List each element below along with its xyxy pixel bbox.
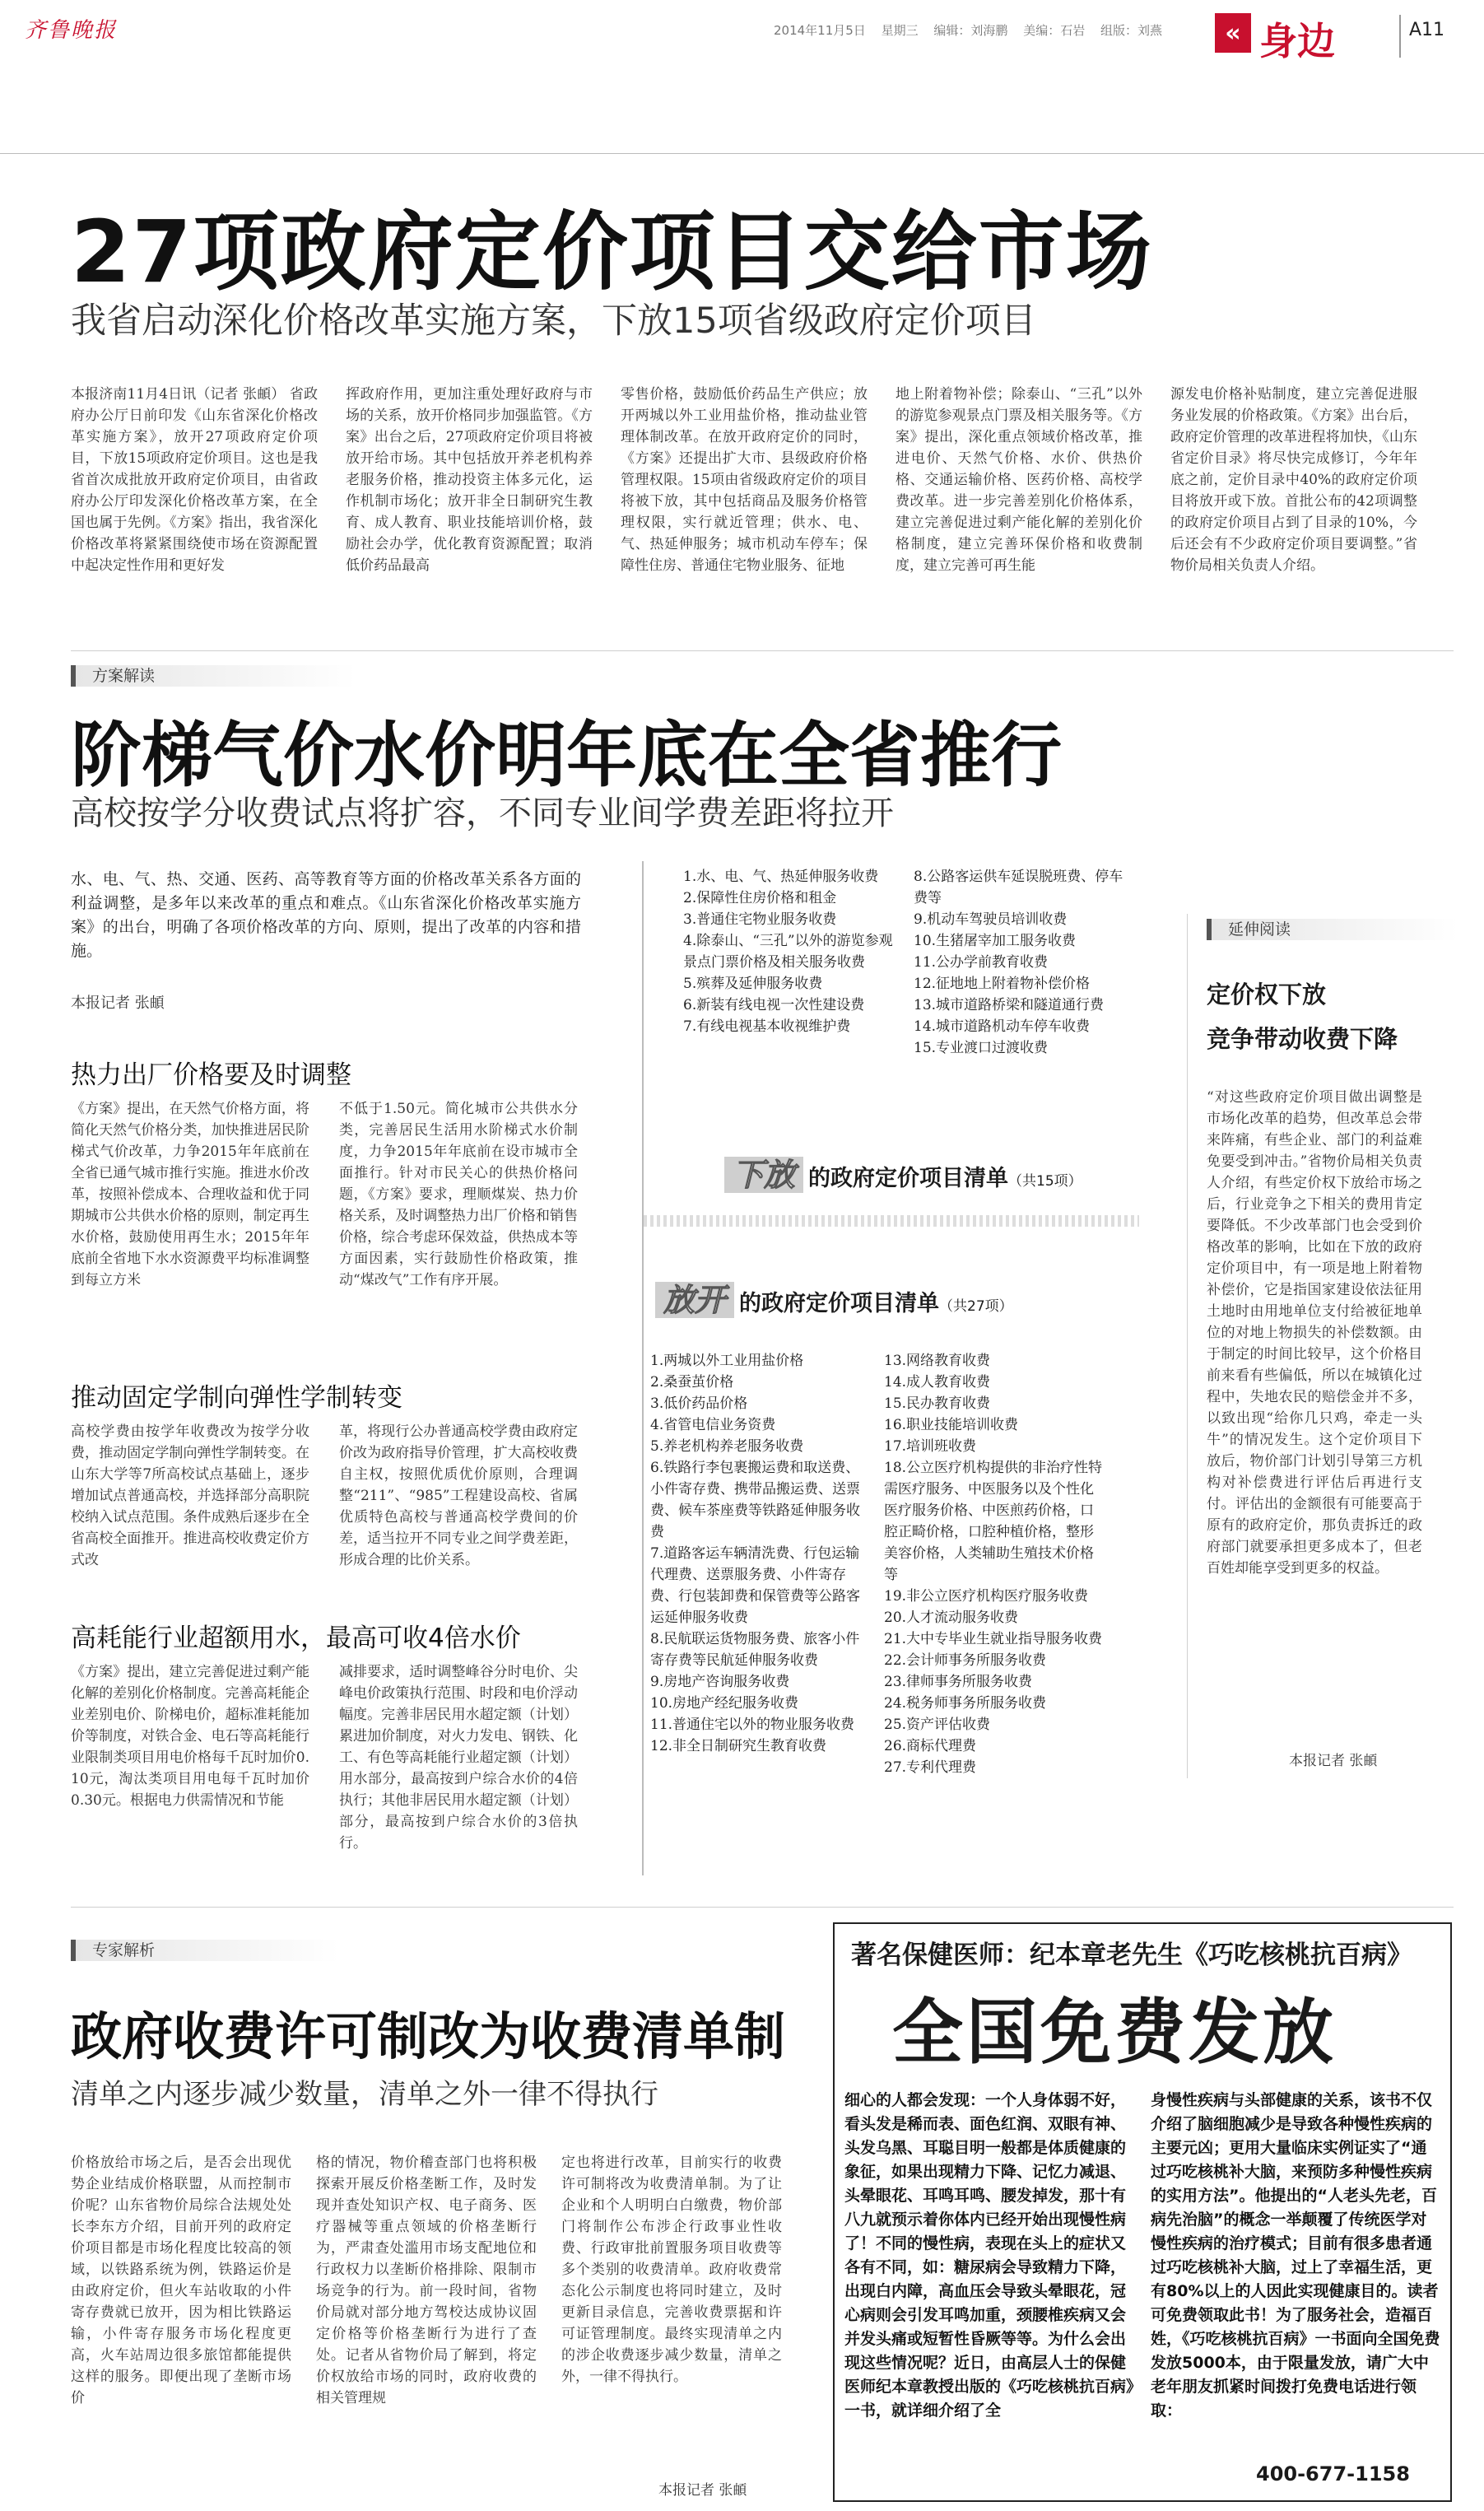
- fangkai-title-text: 的政府定价项目清单: [739, 1291, 940, 1316]
- story1-headline: 27项政府定价项目交给市场: [71, 202, 1153, 302]
- story1-col3: 零售价格，鼓励低价药品生产供应；放开两城以外工业用盐价格，推动盐业管理体制改革。在放开政府定价的同时，《方案》还提出扩大市、县级政府价格管理权限。15项由省级政府定价的项目将被下放，其中包括商品及服务价格管理权限，实行就近管理；供水、电、气、热延伸服务；城市机动车停车；保障性住房、普通住宅物业服务、征地: [621, 386, 868, 574]
- xiafang-list-title: [724, 1149, 1082, 1195]
- sidebar-byline: 本报记者 张頔: [1289, 1753, 1378, 1769]
- list-item: 8.公路客运供车延误脱班费、停车费等: [914, 869, 1123, 906]
- story2-s3-col1: 《方案》提出，建立完善促进过剩产能化解的差别化价格制度。完善高耗能企业差别电价、阶梯电价，超标准耗能加价等制度，对铁合金、电石等高耗能行业限制类项目用电价格每千瓦时加价0.10元，淘汰类项目用电每千瓦时加价0.30元。根据电力供需情况和节能: [71, 1664, 309, 1809]
- xiafang-list-left: [683, 866, 897, 1143]
- issue-weekday: 星期三: [881, 23, 919, 38]
- list-item: 13.城市道路桥梁和隧道通行费: [914, 997, 1105, 1013]
- story3-col3: 定也将进行改革，目前实行的收费许可制将改为收费清单制。为了让企业和个人明明白白缴费，物价部门将制作公布涉企行政事业性收费、行政审批前置服务项目收费等多个类别的收费清单。政府收费常态化公示制度也将同时建立，及时更新目录信息，完善收费票据和许可证管理制度。最终实现清单之内的涉企收费逐步减少数量，清单之外，一律不得执行。: [561, 2155, 782, 2385]
- sidebar-text: “对这些政府定价项目做出调整是市场化改革的趋势，但改革总会带来阵痛，有些企业、部门的利益难免要受到冲击。”省物价局相关负责人介绍，有些定价权下放给市场之后，行业竞争之下相关的费用肯定要降低。不少改革部门也会受到价格改革的影响，比如在下放的政府定价项目中，有一项是地上附着物补偿价，它是指国家建设依法征用土地时由用地单位支付给被征地单位的对地上物损失的补偿数额。由于制定的时间比较早，这个价格目前来看有些偏低，所以在城镇化过程中，失地农民的赔偿金并不多，以致出现“给你几只鸡，牵走一头牛”的情况发生。这个定价项目下放后，物价部门计划引导第三方机构对补偿费进行评估后再进行支付。评估出的金额很有可能要高于原有的政府定价，那负责拆迁的政府部门就要承担更多成本了，但老百姓却能享受到更多的权益。: [1207, 1089, 1422, 1577]
- section-name: 身边: [1259, 19, 1335, 63]
- story3-subhead: 清单之内逐步减少数量，清单之外一律不得执行: [71, 2078, 658, 2111]
- fangkai-count: （共27项）: [939, 1298, 1013, 1315]
- list-item: 9.机动车驾驶员培训收费: [914, 911, 1068, 928]
- list-item: 14.成人教育收费: [884, 1374, 991, 1391]
- ad-col2: 身慢性疾病与头部健康的关系，该书不仅介绍了脑细胞减少是导致各种慢性疾病的主要元凶；更用大量临床实例证实了“通过巧吃核桃补大脑，来预防多种慢性疾病的实用方法”。他提出的“人老头先老，百病先治脑”的概念一举颠覆了传统医学对慢性疾病的治疗模式；目前有很多患者通过巧吃核桃补大脑，过上了幸福生活，更有80%以上的人因此实现健康目的。读者可免费领取此书！为了服务社会，造福百姓，《巧吃核桃抗百病》一书面向全国免费发放5000本，由于限量发放，请广大中老年朋友抓紧时间拨打免费电话进行领取：: [1151, 2091, 1440, 2420]
- list-item: 18.公立医疗机构提供的非治疗性特需医疗服务、中医服务以及个性化医疗服务价格、中医煎药价格，口腔正畸价格，口腔种植价格，整形美容价格，人类辅助生殖技术价格等: [884, 1460, 1103, 1583]
- page-number: A11: [1409, 20, 1445, 40]
- story2-section-title-3: 高耗能行业超额用水，最高可收4倍水价: [71, 1624, 521, 1653]
- list-item: 11.普通住宅以外的物业服务收费: [650, 1717, 855, 1733]
- story2-lead: 水、电、气、热、交通、医药、高等教育等方面的价格改革关系各方面的利益调整，是多年以来改革的重点和难点。《山东省深化价格改革实施方案》的出台，明确了各项价格改革的方向、原则，提出了改革的内容和措施。: [71, 870, 581, 960]
- story3-byline: 本报记者 张頔: [658, 2482, 747, 2499]
- list-item: 16.职业技能培训收费: [884, 1417, 1019, 1433]
- price-lists-box: [642, 861, 1139, 1875]
- ad-body: [844, 2089, 1440, 2492]
- header-rule: [0, 153, 1484, 154]
- list-item: 5.养老机构养老服务收费: [650, 1438, 804, 1455]
- list-item: 6.铁路行李包裹搬运费和取送费、小件寄存费、携带品搬运费、送票费、候车茶座费等铁路延伸服务收费: [650, 1460, 860, 1540]
- sidebar-title-1: 定价权下放: [1207, 981, 1327, 1009]
- list-separator: [644, 1215, 1139, 1227]
- masthead-logo: 齐鲁晚报: [25, 18, 118, 43]
- layout-credit: 组版：刘燕: [1100, 23, 1162, 38]
- list-item: 25.资产评估收费: [884, 1717, 991, 1733]
- list-item: 17.培训班收费: [884, 1438, 977, 1455]
- list-item: 6.新装有线电视一次性建设费: [683, 997, 865, 1013]
- story2-s1-col2: 不低于1.50元。简化城市公共供水分类，完善居民生活用水阶梯式水价制度，力争2015年年底前在设市城市全面推行。针对市民关心的供热价格问题，《方案》要求，理顺煤炭、热力价格关系，及时调整热力出厂价格和销售价格，综合考虑环保效益，供热成本等方面因素，实行鼓励性价格政策，推动“煤改气”工作有序开展。: [339, 1101, 578, 1288]
- fangkai-list-title: [655, 1274, 1013, 1320]
- list-item: 4.省管电信业务资费: [650, 1417, 776, 1433]
- sidebar-tag: 延伸阅读: [1228, 920, 1291, 939]
- list-item: 7.有线电视基本收视维护费: [683, 1018, 851, 1035]
- advertisement: [833, 1922, 1452, 2502]
- list-item: 10.生猪屠宰加工服务收费: [914, 933, 1077, 949]
- story3-col2: 格的情况，物价稽查部门也将积极探索开展反价格垄断工作，及时发现并查处知识产权、电子商务、医疗器械等重点领域的价格垄断行为，严肃查处滥用市场支配地位和行政权力以垄断价格排除、限制市场竞争的行为。前一段时间，省物价局就对部分地方驾校达成协议固定价格等价格垄断行为进行了查处。记者从省物价局了解到，将定价权放给市场的同时，政府收费的相关管理规: [316, 2155, 537, 2406]
- list-item: 20.人才流动服务收费: [884, 1610, 1019, 1626]
- list-item: 15.专业渡口过渡收费: [914, 1040, 1049, 1056]
- list-item: 2.保障性住房价格和租金: [683, 890, 837, 906]
- list-item: 26.商标代理费: [884, 1738, 977, 1754]
- list-item: 12.征地地上附着物补偿价格: [914, 976, 1091, 992]
- list-item: 10.房地产经纪服务收费: [650, 1695, 799, 1712]
- story1-col4: 地上附着物补偿；除泰山、“三孔”以外的游览参观景点门票及相关服务等。《方案》提出，深化重点领域价格改革，推进电价、天然气价格、水价、供热价格、交通运输价格、医药价格、高校学费改革。进一步完善差别化价格体系，建立完善促进过剩产能化解的差别化价格制度，建立完善环保价格和收费制度，建立完善可再生能: [896, 386, 1142, 574]
- list-item: 3.低价药品价格: [650, 1395, 748, 1412]
- list-item: 14.城市道路机动车停车收费: [914, 1018, 1091, 1035]
- list-item: 12.非全日制研究生教育收费: [650, 1738, 827, 1754]
- list-item: 21.大中专毕业生就业指导服务收费: [884, 1631, 1103, 1647]
- story1-bottom-rule: [71, 650, 1454, 651]
- section-chevron-icon: «: [1215, 13, 1251, 53]
- story2-bottom-rule: [71, 1907, 1454, 1908]
- story1-col2: 挥政府作用，更加注重处理好政府与市场的关系，放开价格同步加强监管。《方案》出台之后，27项政府定价项目将被放开给市场。其中包括放开养老机构养老服务价格，推动投资主体多元化，运作机制市场化；放开非全日制研究生教育、成人教育、职业技能培训价格，鼓励社会办学，优化教育资源配置；取消低价药品最高: [346, 386, 593, 574]
- story2-s3-col2: 减排要求，适时调整峰谷分时电价、尖峰电价政策执行范围、时段和电价浮动幅度。完善非居民用水超定额（计划）累进加价制度，对火力发电、钢铁、化工、有色等高耗能行业超定额（计划）用水部分，最高按到户综合水价的4倍执行；其他非居民用水超定额（计划）部分，最高按到户综合水价的3倍执行。: [339, 1664, 578, 1852]
- story2-section-title-1: 热力出厂价格要及时调整: [71, 1060, 351, 1090]
- fangkai-list-right: [884, 1350, 1106, 1869]
- fangkai-badge: 放开: [655, 1282, 734, 1318]
- story2-tag: 方案解读: [92, 667, 156, 685]
- fangkai-list-left: [650, 1350, 866, 1869]
- list-item: 7.道路客运车辆清洗费、行包运输代理费、送票服务费、小件寄存费、行包装卸费和保管费等公路客运延伸服务收费: [650, 1545, 860, 1626]
- ad-big-title: 全国免费发放: [892, 1992, 1337, 2074]
- xiafang-list-right: [914, 866, 1128, 1143]
- sidebar-title-2: 竞争带动收费下降: [1207, 1025, 1398, 1053]
- xiafang-badge: 下放: [724, 1157, 803, 1193]
- story3-tag: 专家解析: [92, 1941, 156, 1959]
- list-item: 3.普通住宅物业服务收费: [683, 911, 837, 928]
- list-item: 1.水、电、气、热延伸服务收费: [683, 869, 879, 885]
- story2-tag-bar: [71, 665, 356, 687]
- ad-headline: 著名保健医师：纪本章老先生《巧吃核桃抗百病》: [851, 1940, 1412, 1970]
- story2-byline: 本报记者 张頔: [71, 995, 165, 1012]
- story3-tag-bar: [71, 1940, 339, 1961]
- story3-headline: 政府收费许可制改为收费清单制: [71, 2006, 786, 2066]
- xiafang-title-text: 的政府定价项目清单: [808, 1166, 1009, 1191]
- header-divider: [1399, 15, 1401, 58]
- xiafang-count: （共15项）: [1008, 1173, 1082, 1190]
- list-item: 1.两城以外工业用盐价格: [650, 1353, 804, 1369]
- list-item: 22.会计师事务所服务收费: [884, 1652, 1047, 1669]
- story2-headline: 阶梯气价水价明年底在全省推行: [71, 715, 1062, 797]
- story3-col1: 价格放给市场之后，是否会出现优势企业结成价格联盟，从而控制市价呢？山东省物价局综合法规处处长李东方介绍，目前开列的政府定价项目都是市场化程度比较高的领域，以铁路系统为例，铁路运价是由政府定价，但火车站收取的小件寄存费就已放开，因为相比铁路运输，小件寄存服务市场化程度更高，火车站周边很多旅馆都能提供这样的服务。即便出现了垄断市场价: [71, 2155, 291, 2406]
- list-item: 4.除泰山、“三孔”以外的游览参观景点门票价格及相关服务收费: [683, 933, 893, 971]
- list-item: 11.公办学前教育收费: [914, 954, 1049, 971]
- art-credit: 美编：石岩: [1023, 23, 1086, 38]
- list-item: 8.民航联运货物服务费、旅客小件寄存费等民航延伸服务收费: [650, 1631, 860, 1669]
- editor-credit: 编辑：刘海鹏: [933, 23, 1008, 38]
- ad-phone[interactable]: 400-677-1158: [1256, 2462, 1410, 2485]
- ad-col1: 细心的人都会发现：一个人身体弱不好，看头发是稀而表、面色红润、双眼有神、头发乌黑、耳聪目明一般都是体质健康的象征，如果出现精力下降、记忆力减退、头晕眼花、耳鸣耳鸣、腰发掉发，那十有八九就预示着你体内已经开始出现慢性病了！不同的慢性病，表现在头上的症状又各有不同，如：糖尿病会导致精力下降，出现白内障，高血压会导致头晕眼花，冠心病则会引发耳鸣加重，颈腰椎疾病又会并发头痛或短暂性昏厥等等。为什么会出现这些情况呢？近日，由高层人士的保健医师纪本章教授出版的《巧吃核桃抗百病》一书，就详细介绍了全: [844, 2091, 1134, 2420]
- list-item: 24.税务师事务所服务收费: [884, 1695, 1047, 1712]
- story2-s1-col1: 《方案》提出，在天然气价格方面，将简化天然气价格分类，加快推进居民阶梯式气价改革，力争2015年年底前在全省已通气城市推行实施。推进水价改革，按照补偿成本、合理收益和优于同期城市公共供水价格的原则，制定再生水价格，鼓励使用再生水；2015年年底前全省地下水水资源费平均标准调整到每立方米: [71, 1101, 309, 1288]
- issue-date: 2014年11月5日: [774, 23, 866, 38]
- story2-s2-col2: 革，将现行公办普通高校学费由政府定价改为政府指导价管理，扩大高校收费自主权，按照优质优价原则，合理调整“211”、“985”工程建设高校、省属优质特色高校与普通高校学费间的价差，适当拉开不同专业之间学费差距，形成合理的比价关系。: [339, 1423, 578, 1568]
- story1-col5: 源发电价格补贴制度，建立完善促进服务业发展的价格政策。《方案》出台后，政府定价管理的改革进程将加快，《山东省定价目录》将尽快完成修订，今年年底之前，定价目录中40%的政府定价项目将放开或下放。首批公布的42项调整的政府定价项目占到了目录的10%，今后还会有不少政府定价项目要调整。”省物价局相关负责人介绍。: [1170, 386, 1417, 574]
- list-item: 15.民办教育收费: [884, 1395, 991, 1412]
- story2-subhead: 高校按学分收费试点将扩容，不同专业间学费差距将拉开: [71, 794, 894, 832]
- list-item: 13.网络教育收费: [884, 1353, 991, 1369]
- list-item: 9.房地产咨询服务收费: [650, 1674, 790, 1690]
- list-item: 23.律师事务所服务收费: [884, 1674, 1033, 1690]
- story2-s2-col1: 高校学费由按学年收费改为按学分收费，推动固定学制向弹性学制转变。在山东大学等7所高校试点基础上，逐步增加试点普通高校，并选择部分高职院校纳入试点范围。条件成熟后逐步在全省高校全面推开。推进高校收费定价方式改: [71, 1423, 309, 1568]
- masthead-meta: [774, 21, 1174, 39]
- story1-col1: 本报济南11月4日讯（记者 张頔） 省政府办公厅日前印发《山东省深化价格改革实施方案》，放开27项政府定价项目，下放15项政府定价项目。这也是我省首次成批放开政府定价项目，由省政府办公厅印发深化价格改革方案，在全国也属于先例。《方案》指出，我省深化价格改革将紧紧围绕使市场在资源配置中起决定性作用和更好发: [71, 386, 318, 574]
- story1-subhead: 我省启动深化价格改革实施方案，下放15项省级政府定价项目: [71, 300, 1036, 342]
- list-item: 27.专利代理费: [884, 1759, 977, 1776]
- list-item: 2.桑蚕茧价格: [650, 1374, 734, 1391]
- list-item: 5.殡葬及延伸服务收费: [683, 976, 823, 992]
- list-item: 19.非公立医疗机构医疗服务收费: [884, 1588, 1089, 1605]
- sidebar-divider: [1187, 914, 1188, 1778]
- sidebar-tag-bar: [1207, 919, 1458, 940]
- story2-section-title-2: 推动固定学制向弹性学制转变: [71, 1383, 402, 1413]
